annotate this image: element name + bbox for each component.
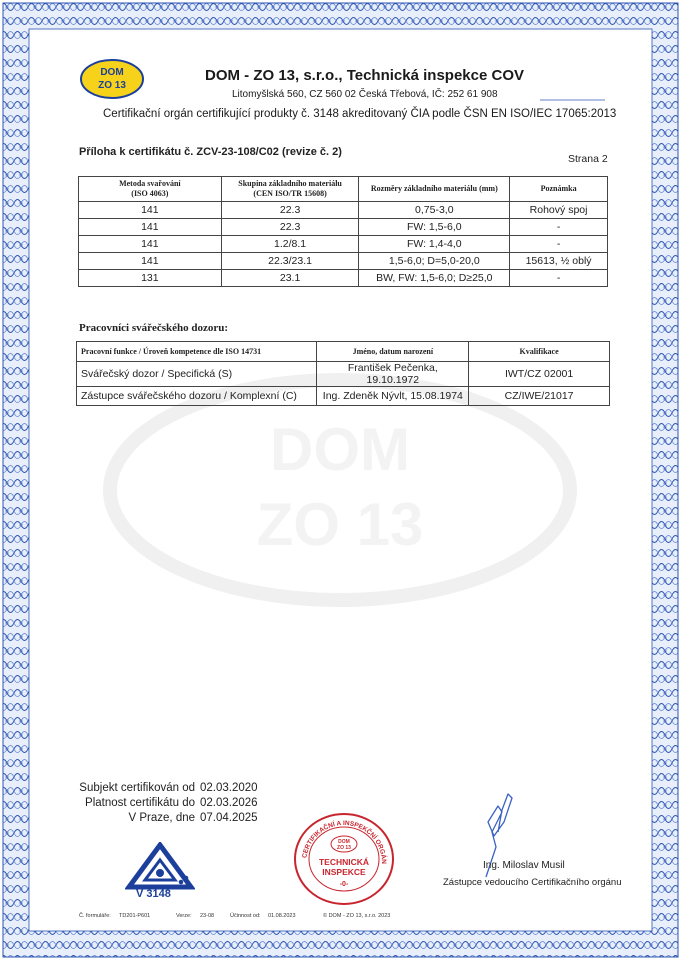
watermark-logo (95, 370, 585, 610)
official-stamp (292, 811, 396, 907)
header-name: Jméno, datum narození (317, 342, 469, 362)
accreditation-mark (125, 842, 195, 890)
date-label: Platnost certifikátu do (85, 797, 195, 809)
footer-effective-label: Účinnost od: (230, 913, 261, 919)
footer-version-value: 23-08 (200, 913, 215, 919)
footer-copyright: © DOM - ZO 13, s.r.o. 2023 (323, 913, 391, 919)
stamp-line3: -0- (339, 881, 349, 888)
date-row (78, 796, 258, 811)
header-qualification: Kvalifikace (469, 342, 610, 362)
date-value: 02.03.2026 (200, 797, 258, 809)
footer-form-value: TD201-P601 (119, 913, 151, 919)
footer-version-label: Verze: (176, 913, 192, 919)
header-welding-method (79, 177, 222, 202)
staff-section-title: Pracovníci svářečského dozoru: (79, 322, 229, 334)
staff-table (76, 341, 610, 406)
logo-line2: ZO 13 (98, 80, 126, 91)
cell-name: Ing. Zdeněk Nývlt, 15.08.1974 (317, 387, 469, 406)
cell-dimensions: 1,5-6,0; D=5,0-20,0 (359, 253, 510, 270)
certificate-dates (78, 781, 258, 826)
cell-dimensions: FW: 1,4-4,0 (359, 236, 510, 253)
page-number: Strana 2 (568, 153, 608, 165)
cell-method: 141 (79, 219, 222, 236)
header-line: (ISO 4063) (131, 189, 169, 198)
certification-statement: Certifikační orgán certifikující produkty č. 3148 akreditovaný ČIA podle ČSN EN ISO/IEC 17065:2013 (103, 108, 617, 120)
header-line: Skupina základního materiálu (238, 179, 342, 188)
header-note (510, 177, 608, 202)
cell-qualification: IWT/CZ 02001 (469, 362, 610, 387)
table-row (79, 202, 608, 219)
footer-form-label: Č. formuláře: (79, 913, 111, 919)
cell-note: 15613, ½ oblý (510, 253, 608, 270)
date-value: 07.04.2025 (200, 812, 258, 824)
footer-effective-value: 01.08.2023 (268, 913, 296, 919)
date-label: V Praze, dne (128, 812, 195, 824)
header-line: Poznámka (540, 184, 577, 193)
table-row (79, 270, 608, 287)
table-row (77, 387, 610, 406)
cell-dimensions: FW: 1,5-6,0 (359, 219, 510, 236)
table-row (79, 236, 608, 253)
table-header-row (77, 342, 610, 362)
header-function: Pracovní funkce / Úroveň kompetence dle ISO 14731 (77, 342, 317, 362)
cell-method: 141 (79, 236, 222, 253)
date-label: Subjekt certifikován od (79, 782, 195, 794)
annex-title: Příloha k certifikátu č. ZCV-23-108/C02 (revize č. 2) (79, 146, 342, 158)
cell-note: - (510, 270, 608, 287)
cell-dimensions: BW, FW: 1,5-6,0; D≥25,0 (359, 270, 510, 287)
header-line: Rozměry základního materiálu (mm) (370, 184, 498, 193)
cell-group: 22.3 (221, 202, 359, 219)
watermark-line1: DOM (270, 416, 410, 483)
cell-group: 1.2/8.1 (221, 236, 359, 253)
cell-note: Rohový spoj (510, 202, 608, 219)
cell-group: 23.1 (221, 270, 359, 287)
accreditation-number: V 3148 (136, 888, 171, 900)
watermark-line2: ZO 13 (256, 491, 424, 558)
cell-dimensions: 0,75-3,0 (359, 202, 510, 219)
cell-function: Zástupce svářečského dozoru / Komplexní (C) (77, 387, 317, 406)
cell-method: 141 (79, 202, 222, 219)
company-address: Litomyšlská 560, CZ 560 02 Česká Třebová, IČ: 252 61 908 (232, 89, 498, 100)
stamp-line1: TECHNICKÁ (318, 857, 370, 867)
company-name: DOM - ZO 13, s.r.o., Technická inspekce COV (205, 67, 524, 84)
stamp-logo-line2: ZO 13 (337, 845, 351, 851)
header-material-group (221, 177, 359, 202)
stamp-logo-line1: DOM (338, 839, 350, 845)
header-line: (CEN ISO/TR 15608) (253, 189, 327, 198)
date-row (78, 781, 258, 796)
date-value: 02.03.2020 (200, 782, 258, 794)
signatory-name: Ing. Miloslav Musil (483, 860, 565, 871)
cell-qualification: CZ/IWE/21017 (469, 387, 610, 406)
table-row (77, 362, 610, 387)
date-row (78, 811, 258, 826)
table-header-row (79, 177, 608, 202)
signatory-role: Zástupce vedoucího Certifikačního orgánu (443, 877, 622, 888)
company-logo (79, 58, 145, 100)
cell-method: 131 (79, 270, 222, 287)
cell-group: 22.3/23.1 (221, 253, 359, 270)
logo-line1: DOM (100, 67, 124, 78)
header-line: Metoda svařování (119, 179, 181, 188)
materials-table (78, 176, 608, 287)
stamp-line2: INSPEKCE (322, 867, 366, 877)
cell-group: 22.3 (221, 219, 359, 236)
cell-note: - (510, 219, 608, 236)
header-dimensions (359, 177, 510, 202)
cell-name: František Pečenka, 19.10.1972 (317, 362, 469, 387)
table-row (79, 253, 608, 270)
cell-function: Svářečský dozor / Specifická (S) (77, 362, 317, 387)
cell-note: - (510, 236, 608, 253)
table-row (79, 219, 608, 236)
stamp-ring-path: CERTIFIKAČNÍ A INSPEKČNÍ ORGÁN (301, 819, 388, 865)
cell-method: 141 (79, 253, 222, 270)
